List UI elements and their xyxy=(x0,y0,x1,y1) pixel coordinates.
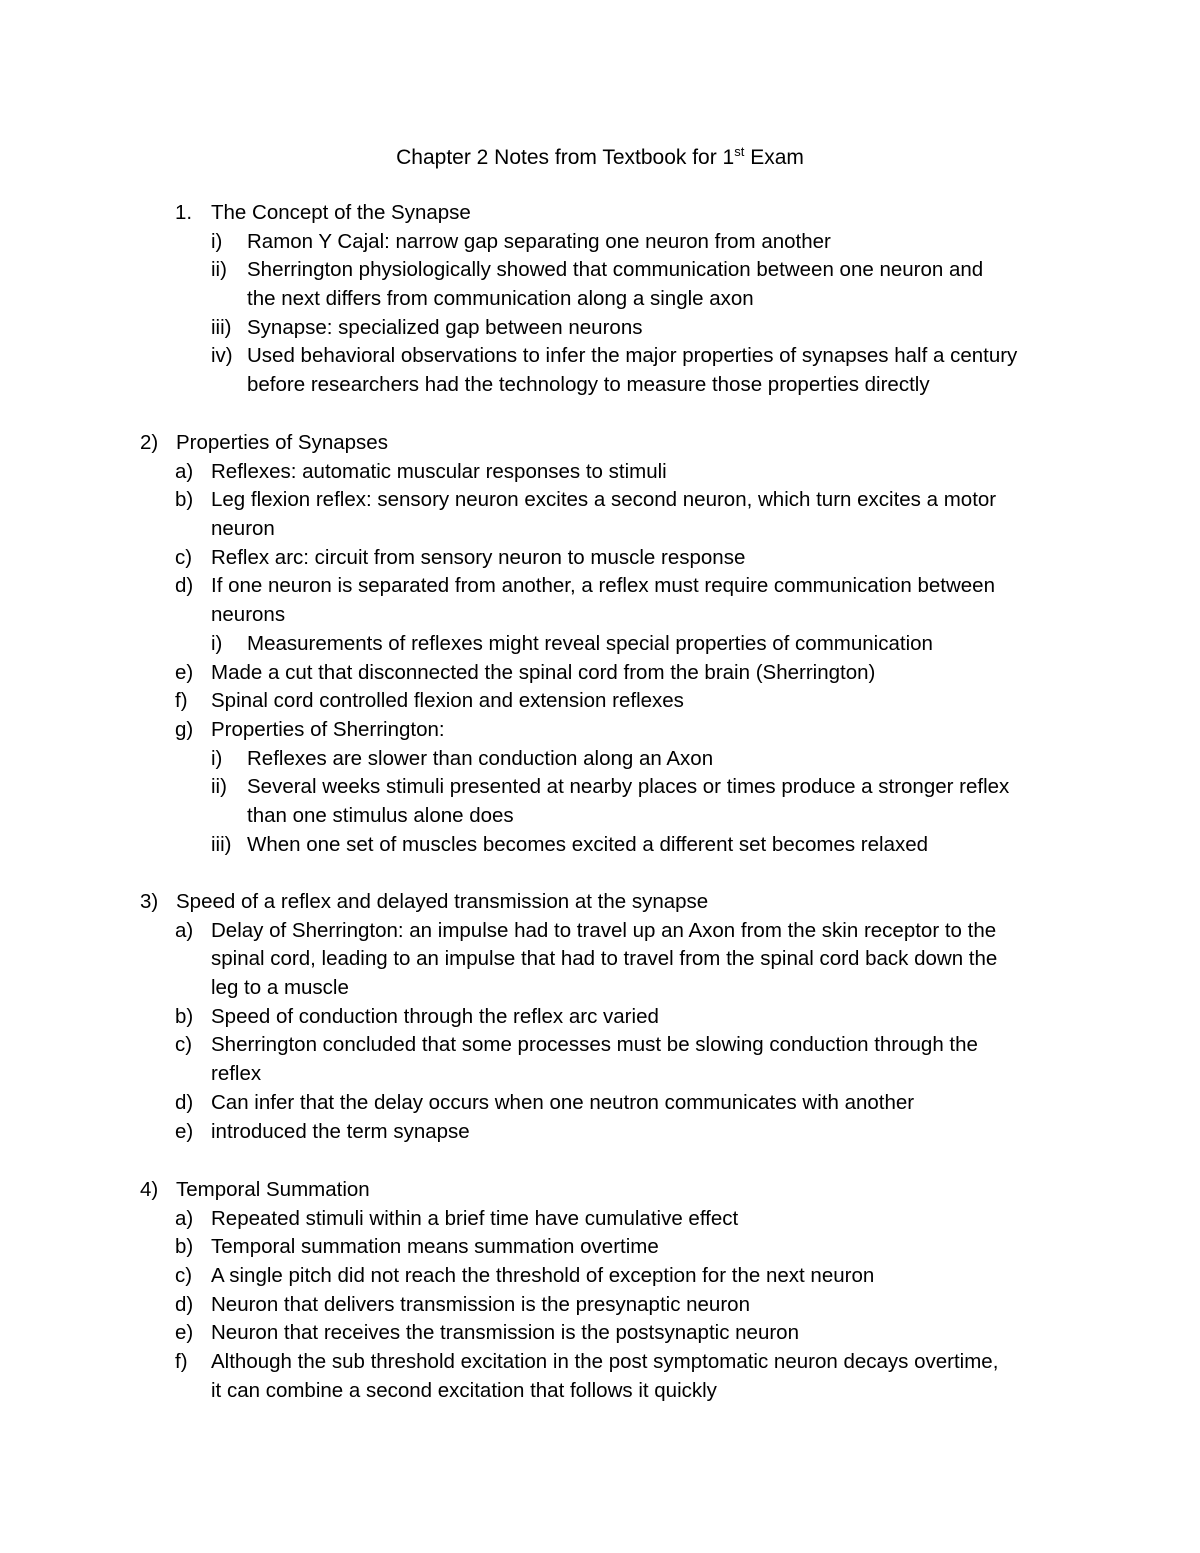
list-item xyxy=(0,314,1200,343)
list-item xyxy=(0,1060,1200,1089)
list-item xyxy=(0,1118,1200,1147)
list-marker: b) xyxy=(175,1235,194,1259)
list-marker: iv) xyxy=(211,344,233,368)
list-marker: i) xyxy=(211,229,223,253)
list-text: spinal cord, leading to an impulse that had to travel from the spinal cord back down the xyxy=(211,947,998,971)
section-3 xyxy=(0,888,1200,1146)
list-text: If one neuron is separated from another, a reflex must require communication between xyxy=(211,574,995,598)
list-item xyxy=(0,659,1200,688)
list-item xyxy=(0,1089,1200,1118)
list-item xyxy=(0,601,1200,630)
list-marker: a) xyxy=(175,459,194,483)
list-item xyxy=(0,1233,1200,1262)
list-item xyxy=(0,945,1200,974)
section-2 xyxy=(0,429,1200,859)
list-text: Leg flexion reflex: sensory neuron excites a second neuron, which turn excites a motor xyxy=(211,488,997,512)
list-marker: iii) xyxy=(211,832,232,856)
list-text: Properties of Synapses xyxy=(176,431,388,454)
list-item xyxy=(0,1319,1200,1348)
sub-list-item xyxy=(0,630,1200,659)
list-marker: ii) xyxy=(211,258,227,282)
list-item xyxy=(0,716,1200,745)
list-marker: f) xyxy=(175,1350,188,1374)
list-item xyxy=(0,1377,1200,1406)
title-tail: Exam xyxy=(744,146,804,169)
list-item xyxy=(0,572,1200,601)
list-marker: 3) xyxy=(140,890,159,913)
list-marker: c) xyxy=(175,1264,193,1288)
section-4 xyxy=(0,1176,1200,1406)
section-heading xyxy=(0,429,1200,458)
list-marker: 1. xyxy=(175,201,193,224)
list-marker: f) xyxy=(175,689,188,713)
list-marker: b) xyxy=(175,488,194,512)
list-marker: 2) xyxy=(140,431,159,454)
section-1 xyxy=(0,199,1200,400)
section-heading xyxy=(0,199,1200,228)
list-text: Several weeks stimuli presented at nearby places or times produce a stronger reflex xyxy=(247,775,1010,799)
list-item xyxy=(0,486,1200,515)
list-marker: i) xyxy=(211,746,223,770)
list-text: introduced the term synapse xyxy=(211,1119,470,1143)
title-superscript: st xyxy=(734,144,745,159)
page-title xyxy=(0,144,1200,172)
list-marker: ii) xyxy=(211,775,227,799)
list-item xyxy=(0,256,1200,285)
list-marker: d) xyxy=(175,1292,194,1316)
list-item xyxy=(0,1031,1200,1060)
list-marker: g) xyxy=(175,717,194,741)
list-text: reflex xyxy=(211,1062,262,1086)
list-marker: d) xyxy=(175,1090,194,1114)
list-text: When one set of muscles becomes excited a different set becomes relaxed xyxy=(247,832,929,856)
list-text: Temporal summation means summation overtime xyxy=(211,1235,659,1259)
list-text: Sherrington concluded that some processes must be slowing conduction through the xyxy=(211,1033,978,1057)
list-text: Although the sub threshold excitation in the post symptomatic neuron decays overtime, xyxy=(211,1350,999,1374)
list-marker: c) xyxy=(175,545,193,569)
list-text: Delay of Sherrington: an impulse had to travel up an Axon from the skin receptor to the xyxy=(211,918,997,942)
section-heading xyxy=(0,1176,1200,1205)
list-item xyxy=(0,974,1200,1003)
list-item xyxy=(0,1003,1200,1032)
list-marker: e) xyxy=(175,1321,194,1345)
list-text: Sherrington physiologically showed that communication between one neuron and xyxy=(247,258,984,282)
sub-list-item xyxy=(0,745,1200,774)
list-marker: i) xyxy=(211,631,223,655)
list-text: leg to a muscle xyxy=(211,976,349,1000)
sub-list-item xyxy=(0,802,1200,831)
list-marker: e) xyxy=(175,660,194,684)
list-text: Made a cut that disconnected the spinal cord from the brain (Sherrington) xyxy=(211,660,876,684)
list-text: neuron xyxy=(211,517,275,541)
list-text: Spinal cord controlled flexion and extension reflexes xyxy=(211,689,684,713)
section-heading xyxy=(0,888,1200,917)
list-text: Neuron that receives the transmission is the postsynaptic neuron xyxy=(211,1321,799,1345)
list-marker: a) xyxy=(175,1206,194,1230)
list-text: Used behavioral observations to infer the major properties of synapses half a century xyxy=(247,344,1018,368)
list-item xyxy=(0,458,1200,487)
list-text: Speed of conduction through the reflex arc varied xyxy=(211,1004,659,1028)
list-text: Speed of a reflex and delayed transmission at the synapse xyxy=(176,890,709,913)
list-text: Reflexes: automatic muscular responses to stimuli xyxy=(211,459,667,483)
list-marker: b) xyxy=(175,1004,194,1028)
list-marker: e) xyxy=(175,1119,194,1143)
list-item xyxy=(0,1205,1200,1234)
list-text: Temporal Summation xyxy=(176,1178,370,1201)
list-text: Reflexes are slower than conduction along an Axon xyxy=(247,746,714,770)
list-text: neurons xyxy=(211,603,286,627)
list-text: Ramon Y Cajal: narrow gap separating one neuron from another xyxy=(247,229,831,253)
list-text: A single pitch did not reach the threshold of exception for the next neuron xyxy=(211,1264,875,1288)
list-text: Reflex arc: circuit from sensory neuron to muscle response xyxy=(211,545,746,569)
list-text: Can infer that the delay occurs when one neutron communicates with another xyxy=(211,1090,915,1114)
list-text: Properties of Sherrington: xyxy=(211,717,445,741)
list-text: Repeated stimuli within a brief time have cumulative effect xyxy=(211,1206,739,1230)
list-text: Neuron that delivers transmission is the presynaptic neuron xyxy=(211,1292,750,1316)
list-item xyxy=(0,342,1200,371)
list-marker: a) xyxy=(175,918,194,942)
list-text: the next differs from communication along a single axon xyxy=(247,287,754,311)
list-item xyxy=(0,917,1200,946)
list-item xyxy=(0,1291,1200,1320)
list-item xyxy=(0,1348,1200,1377)
list-marker: c) xyxy=(175,1033,193,1057)
list-item xyxy=(0,544,1200,573)
list-text: than one stimulus alone does xyxy=(247,803,514,827)
list-text: it can combine a second excitation that follows it quickly xyxy=(211,1378,717,1402)
list-text: before researchers had the technology to measure those properties directly xyxy=(247,373,930,397)
list-marker: 4) xyxy=(140,1178,159,1201)
list-marker: d) xyxy=(175,574,194,598)
list-marker: iii) xyxy=(211,315,232,339)
list-item xyxy=(0,228,1200,257)
sub-list-item xyxy=(0,773,1200,802)
list-item xyxy=(0,285,1200,314)
list-text: Measurements of reflexes might reveal special properties of communication xyxy=(247,631,933,655)
list-item xyxy=(0,371,1200,400)
list-text: Synapse: specialized gap between neurons xyxy=(247,315,643,339)
list-text: The Concept of the Synapse xyxy=(211,201,471,224)
list-item xyxy=(0,515,1200,544)
list-item xyxy=(0,1262,1200,1291)
title-text: Chapter 2 Notes from Textbook for 1 xyxy=(396,146,735,169)
list-item xyxy=(0,687,1200,716)
sub-list-item xyxy=(0,831,1200,860)
